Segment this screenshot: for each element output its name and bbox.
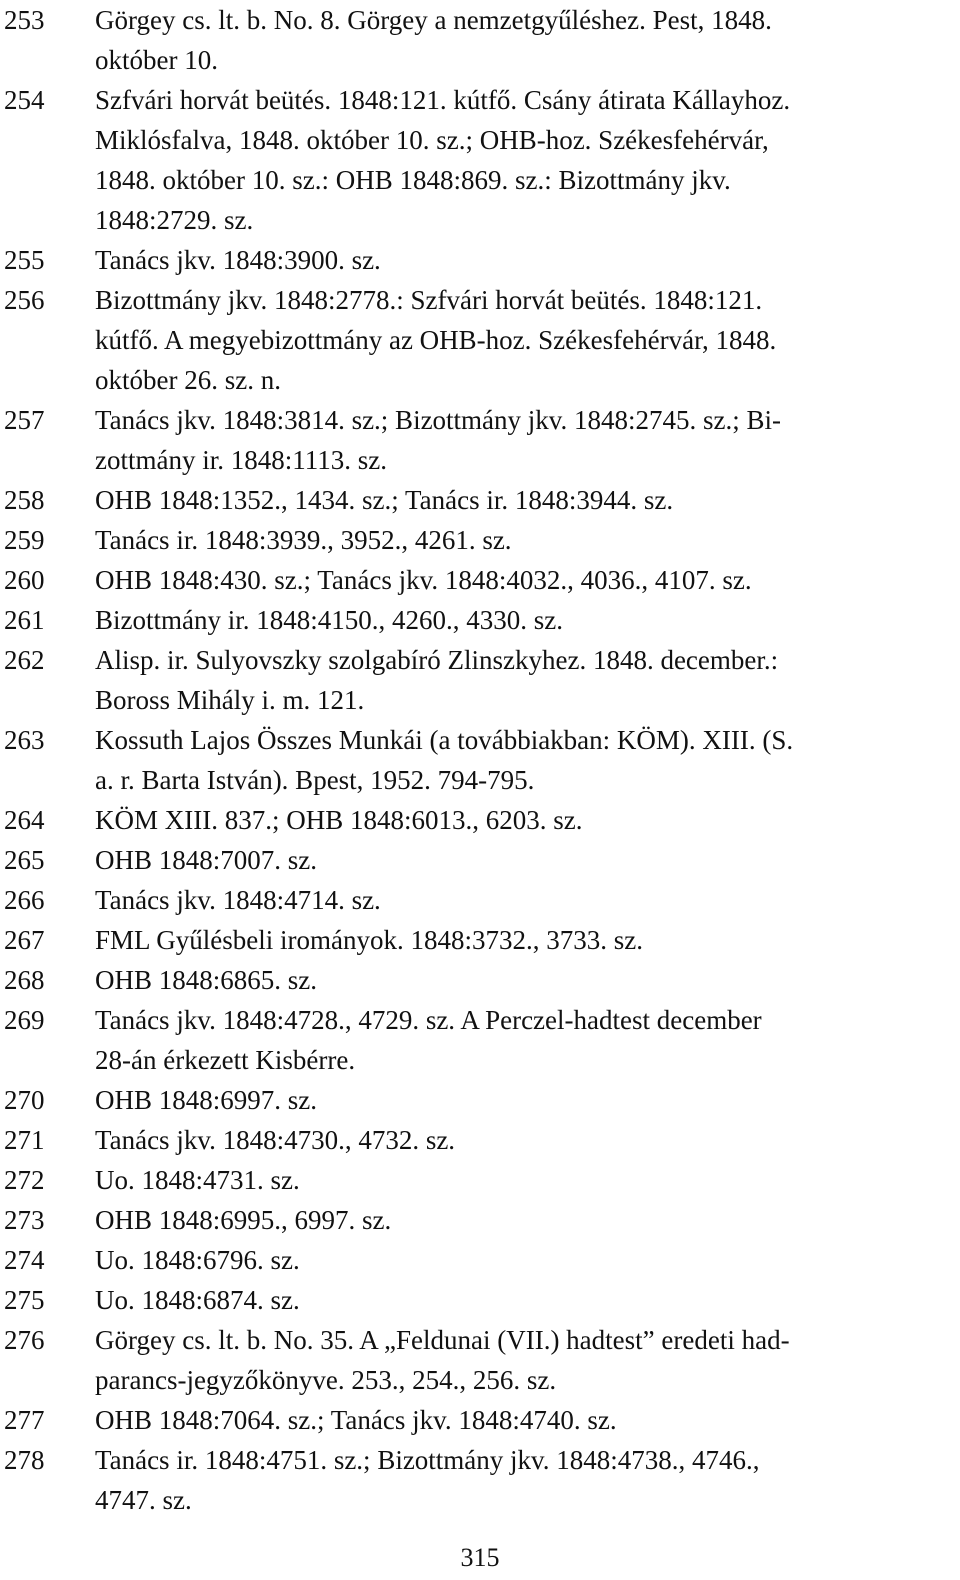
footnote — [0, 960, 960, 1000]
footnote-number: 256 — [4, 285, 45, 315]
footnote-number: 276 — [4, 1325, 45, 1355]
footnote-number: 258 — [4, 485, 45, 515]
footnote-text: Tanács jkv. 1848:4728., 4729. sz. A Perczel-hadtest december 28-án érkezett Kisbérre. — [95, 1005, 762, 1075]
footnote-text: FML Gyűlésbeli irományok. 1848:3732., 3733. sz. — [95, 925, 643, 955]
footnote-number: 270 — [4, 1085, 45, 1115]
footnote — [0, 720, 960, 800]
footnote-text: Alisp. ir. Sulyovszky szolgabíró Zlinszkyhez. 1848. december.: Boross Mihály i. m. 121. — [95, 645, 779, 715]
footnote-number: 259 — [4, 525, 45, 555]
footnote-text: Uo. 1848:6874. sz. — [95, 1285, 300, 1315]
footnote-number: 260 — [4, 565, 45, 595]
footnote — [0, 1200, 960, 1240]
footnote — [0, 640, 960, 720]
footnote — [0, 400, 960, 480]
footnote — [0, 1320, 960, 1400]
footnote — [0, 520, 960, 560]
footnote-number: 262 — [4, 645, 45, 675]
footnote — [0, 1160, 960, 1200]
footnote-text: Uo. 1848:4731. sz. — [95, 1165, 300, 1195]
footnote — [0, 1400, 960, 1440]
footnote-number: 261 — [4, 605, 45, 635]
footnote-number: 253 — [4, 5, 45, 35]
footnote-text: Bizottmány ir. 1848:4150., 4260., 4330. sz. — [95, 605, 563, 635]
footnote-number: 265 — [4, 845, 45, 875]
footnote-number: 277 — [4, 1405, 45, 1435]
footnote-text: Görgey cs. lt. b. No. 8. Görgey a nemzetgyűléshez. Pest, 1848. október 10. — [95, 5, 772, 75]
footnote — [0, 1240, 960, 1280]
footnote-text: OHB 1848:7064. sz.; Tanács jkv. 1848:4740. sz. — [95, 1405, 617, 1435]
footnote — [0, 240, 960, 280]
footnote-text: Tanács jkv. 1848:4714. sz. — [95, 885, 381, 915]
footnote-number: 255 — [4, 245, 45, 275]
footnote — [0, 1000, 960, 1080]
footnote-text: Kossuth Lajos Összes Munkái (a továbbiakban: KÖM). XIII. (S. a. r. Barta István). Bpest, 1952. 794-795. — [95, 725, 794, 795]
footnote — [0, 480, 960, 520]
footnote — [0, 80, 960, 240]
footnote-number: 266 — [4, 885, 45, 915]
footnote — [0, 1280, 960, 1320]
footnote-text: OHB 1848:6995., 6997. sz. — [95, 1205, 392, 1235]
footnote-number: 275 — [4, 1285, 45, 1315]
footnote-text: Tanács ir. 1848:3939., 3952., 4261. sz. — [95, 525, 512, 555]
footnote-number: 273 — [4, 1205, 45, 1235]
footnote-text: Tanács jkv. 1848:3814. sz.; Bizottmány jkv. 1848:2745. sz.; Bi- zottmány ir. 1848:1113. sz. — [95, 405, 782, 475]
footnote — [0, 800, 960, 840]
footnote-number: 263 — [4, 725, 45, 755]
footnote-text: KÖM XIII. 837.; OHB 1848:6013., 6203. sz. — [95, 805, 583, 835]
footnote — [0, 280, 960, 400]
footnote-text: OHB 1848:7007. sz. — [95, 845, 317, 875]
footnote-text: OHB 1848:1352., 1434. sz.; Tanács ir. 1848:3944. sz. — [95, 485, 674, 515]
footnote-text: OHB 1848:430. sz.; Tanács jkv. 1848:4032., 4036., 4107. sz. — [95, 565, 752, 595]
footnote-number: 257 — [4, 405, 45, 435]
footnote — [0, 920, 960, 960]
footnote-number: 272 — [4, 1165, 45, 1195]
footnote — [0, 1080, 960, 1120]
footnote-text: Görgey cs. lt. b. No. 35. A „Feldunai (VII.) hadtest” eredeti had- parancs-jegyzőkönyve. 253., 254., 256. sz. — [95, 1325, 790, 1395]
footnote-text: Tanács jkv. 1848:3900. sz. — [95, 245, 381, 275]
footnote — [0, 560, 960, 600]
footnote-number: 271 — [4, 1125, 45, 1155]
footnote-number: 264 — [4, 805, 45, 835]
footnote-text: Tanács ir. 1848:4751. sz.; Bizottmány jkv. 1848:4738., 4746., 4747. sz. — [95, 1445, 760, 1515]
footnote — [0, 600, 960, 640]
page-number: 315 — [460, 1543, 500, 1572]
footnote-number: 254 — [4, 85, 45, 115]
footnote-number: 278 — [4, 1445, 45, 1475]
footnote — [0, 0, 960, 80]
footnote-text: Uo. 1848:6796. sz. — [95, 1245, 300, 1275]
footnote-text: Bizottmány jkv. 1848:2778.: Szfvári horvát beütés. 1848:121. kútfő. A megyebizottmány az OHB-hoz. Székesfehérvár, 1848. október 26. sz. n. — [95, 285, 777, 395]
footnote-text: Tanács jkv. 1848:4730., 4732. sz. — [95, 1125, 456, 1155]
footnote — [0, 880, 960, 920]
footnote-number: 268 — [4, 965, 45, 995]
footnote-number: 274 — [4, 1245, 45, 1275]
footnote-number: 267 — [4, 925, 45, 955]
footnote-text: Szfvári horvát beütés. 1848:121. kútfő. Csány átirata Kállayhoz. Miklósfalva, 1848. október 10. sz.; OHB-hoz. Székesfehérvár, 1848. október 10. sz.: OHB 1848:869. sz.: Bizottmány jkv. 1848:2729. sz. — [95, 85, 791, 235]
footnote-number: 269 — [4, 1005, 45, 1035]
footnote-text: OHB 1848:6997. sz. — [95, 1085, 317, 1115]
footnote-text: OHB 1848:6865. sz. — [95, 965, 317, 995]
footnote — [0, 1440, 960, 1520]
footnote — [0, 1120, 960, 1160]
footnote — [0, 840, 960, 880]
